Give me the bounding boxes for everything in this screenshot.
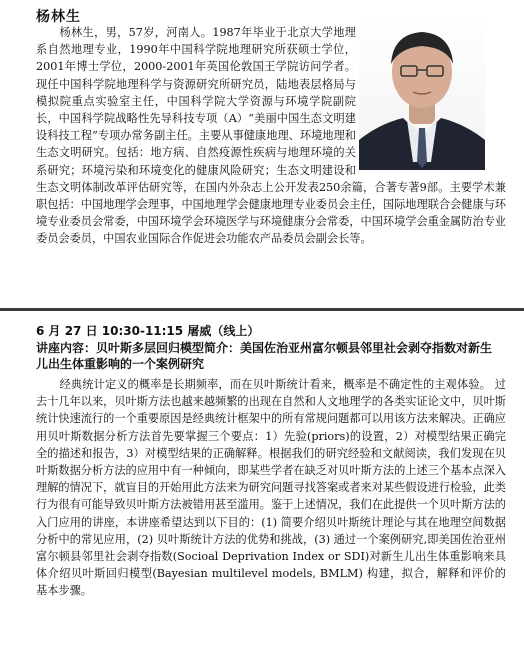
photo-spacer — [356, 24, 506, 174]
session-topic: 讲座内容：贝叶斯多层回归模型简介：美国佐治亚州富尔顿县邻里社会剥夺指数对新生儿出生体重影响的一个案例研究 — [36, 341, 493, 371]
session-abstract — [36, 376, 506, 600]
session-abstract-paragraph: 经典统计定义的概率是长期频率，而在贝叶斯统计看来，概率是不确定性的主观体验。 过去十几年以来，贝叶斯方法也越来越频繁的出现在自然和人文地理学的各类实证论文中，贝叶斯统计快速流行的一个重要原因是经典统计框架中的所有常规问题都可以用该方法来解决。正确应用贝叶斯数据分析方法首先要掌握三个要点：1）先验(priors)的设置，2）对模型结果正确完全的描述和报告，3）对模型结果的正确解释。根据我们的研究经验和文献阅读，我们发现在贝叶斯数据分析方法的应用中有一种倾向，即某些学者在缺乏对贝叶斯方法的上述三个基本点深入理解的情况下，就盲目的开始用此方法来为研究问题寻找答案或者来对某些假设进行检验，此类行为很有可能导致贝叶斯方法被错用甚至滥用。鉴于上述情况，我们在此提供一个贝叶斯方法的入门应用的讲座，本讲座希望达到以下目的：(1) 简要介绍贝叶斯统计理论与其在地理空间数据分析中的常见应用，(2) 贝叶斯统计方法的优势和挑战，(3) 通过一个案例研究,即美国佐治亚州富尔顿县邻里社会剥夺指数(Socioal Deprivation Index or SDI)对新生儿出生体重影响来具体介绍贝叶斯回归模型(Bayesian multilevel models, BMLM) 构建，拟合，解释和评价的基本步骤。 — [36, 378, 506, 598]
speaker-bio-paragraph: 杨林生，男，57岁，河南人。1987年毕业于北京大学地理系自然地理专业，1990年中国科学院地理研究所获硕士学位，2001年博士学位，2000-2001年英国伦敦国王学院访问学者。现任中国科学院地理科学与资源研究所研究员，陆地表层格局与模拟院重点实验室主任，中国科学院大学资源与环境学院副院长，中国科学院战略性先导科技专项（A）“美丽中国生态文明建设科技工程”专项办常务副主任。主要从事健康地理、环境地理和生态文明研究。包括：地方病、自然疫源性疾病与地理环境的关系研究；环境污染和环境变化的健康风险研究；生态文明建设和生态文明体制改革评估研究等，在国内外杂志上公开发表250余篇，合著专著9部。主要学术兼职包括：中国地理学会理事，中国地理学会健康地理专业委员会主任，国际地理联合会健康与环境专业委员会常委，中国环境学会环境医学与环境健康分会常委，中国环境学会重金属防治专业委员会委员，中国农业国际合作促进会功能农产品委员会副会长等。 — [36, 26, 506, 246]
speaker-bio — [36, 24, 506, 248]
section-divider — [0, 308, 524, 311]
speaker-name: 杨林生 — [36, 9, 81, 25]
session-time-line: 6 月 27 日 10:30-11:15 屠威（线上） — [36, 324, 260, 338]
